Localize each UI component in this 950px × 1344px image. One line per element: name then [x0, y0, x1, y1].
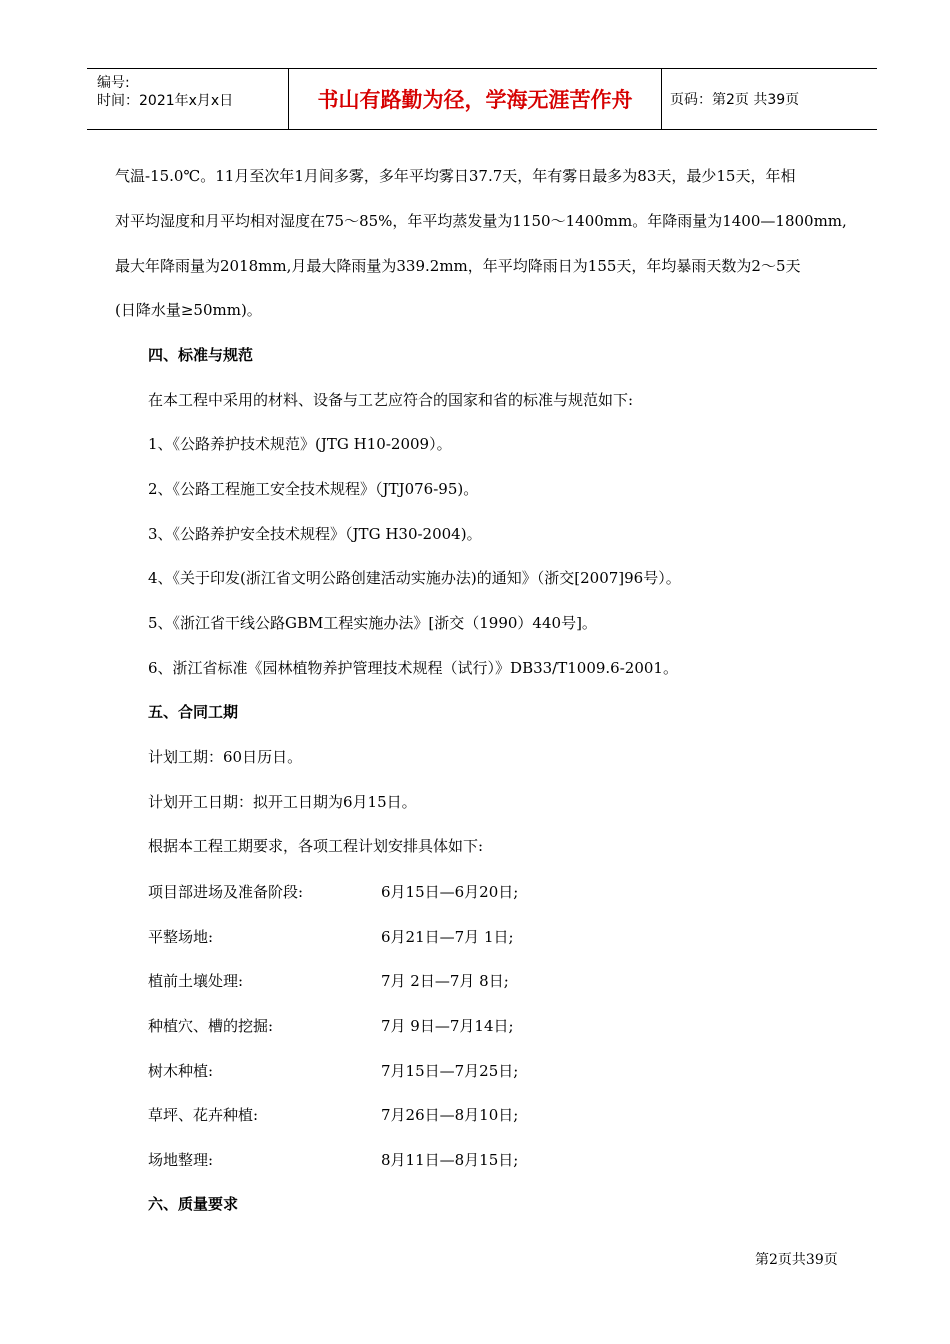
section-heading-standards: 四、标准与规范: [148, 346, 254, 364]
header-page-info: 页码：第2页 共39页: [670, 92, 800, 108]
schedule-dates: 7月 2日—7月 8日;: [381, 972, 509, 990]
standard-item: 2、《公路工程施工安全技术规程》（JTJ076-95)。: [148, 480, 479, 498]
section-heading-contract-period: 五、合同工期: [148, 703, 239, 721]
standard-item: 6、浙江省标准《园林植物养护管理技术规程（试行）》DB33/T1009.6-2001。: [148, 659, 678, 677]
schedule-label: 平整场地:: [148, 928, 214, 946]
climate-line: 气温-15.0℃。11月至次年1月间多雾，多年平均雾日37.7天，年有雾日最多为83天，最少15天，年相: [115, 167, 796, 185]
planned-period: 计划工期：60日历日。: [148, 748, 303, 766]
schedule-label: 草坪、花卉种植:: [148, 1106, 259, 1124]
standard-item: 4、《关于印发(浙江省文明公路创建活动实施办法)的通知》（浙交[2007]96号）。: [148, 569, 681, 587]
planned-start-date: 计划开工日期：拟开工日期为6月15日。: [148, 793, 417, 811]
schedule-label: 场地整理:: [148, 1151, 214, 1169]
schedule-intro: 根据本工程工期要求，各项工程计划安排具体如下:: [148, 837, 484, 855]
header-motto: 书山有路勤为径，学海无涯苦作舟: [317, 88, 633, 112]
schedule-dates: 7月 9日—7月14日;: [381, 1017, 514, 1035]
standard-item: 3、《公路养护安全技术规程》（JTG H30-2004)。: [148, 525, 482, 543]
header-meta: [97, 74, 233, 110]
standard-item: 1、《公路养护技术规范》(JTG H10-2009）。: [148, 435, 452, 453]
schedule-label: 树木种植:: [148, 1062, 214, 1080]
schedule-dates: 6月15日—6月20日;: [381, 883, 519, 901]
page-footer: 第2页共39页: [755, 1252, 838, 1268]
schedule-label: 植前土壤处理:: [148, 972, 244, 990]
standards-intro: 在本工程中采用的材料、设备与工艺应符合的国家和省的标准与规范如下:: [148, 391, 634, 409]
schedule-dates: 8月11日—8月15日;: [381, 1151, 519, 1169]
page-header: [87, 68, 877, 130]
document-number-label: 编号:: [97, 75, 130, 91]
schedule-dates: 7月15日—7月25日;: [381, 1062, 519, 1080]
schedule-dates: 7月26日—8月10日;: [381, 1106, 519, 1124]
schedule-label: 种植穴、槽的挖掘:: [148, 1017, 274, 1035]
header-divider: [661, 69, 662, 129]
climate-line: 最大年降雨量为2018mm,月最大降雨量为339.2mm，年平均降雨日为155天，年均暴雨天数为2～5天: [115, 257, 801, 275]
climate-line: 对平均湿度和月平均相对湿度在75～85%，年平均蒸发量为1150～1400mm。年降雨量为1400—1800mm,: [115, 212, 847, 230]
climate-line: (日降水量≥50mm)。: [115, 301, 262, 319]
document-time-label: 时间：2021年x月x日: [97, 93, 234, 109]
standard-item: 5、《浙江省干线公路GBM工程实施办法》[浙交（1990）440号]。: [148, 614, 597, 632]
schedule-dates: 6月21日—7月 1日;: [381, 928, 514, 946]
section-heading-quality: 六、质量要求: [148, 1195, 239, 1213]
schedule-label: 项目部进场及准备阶段:: [148, 883, 304, 901]
